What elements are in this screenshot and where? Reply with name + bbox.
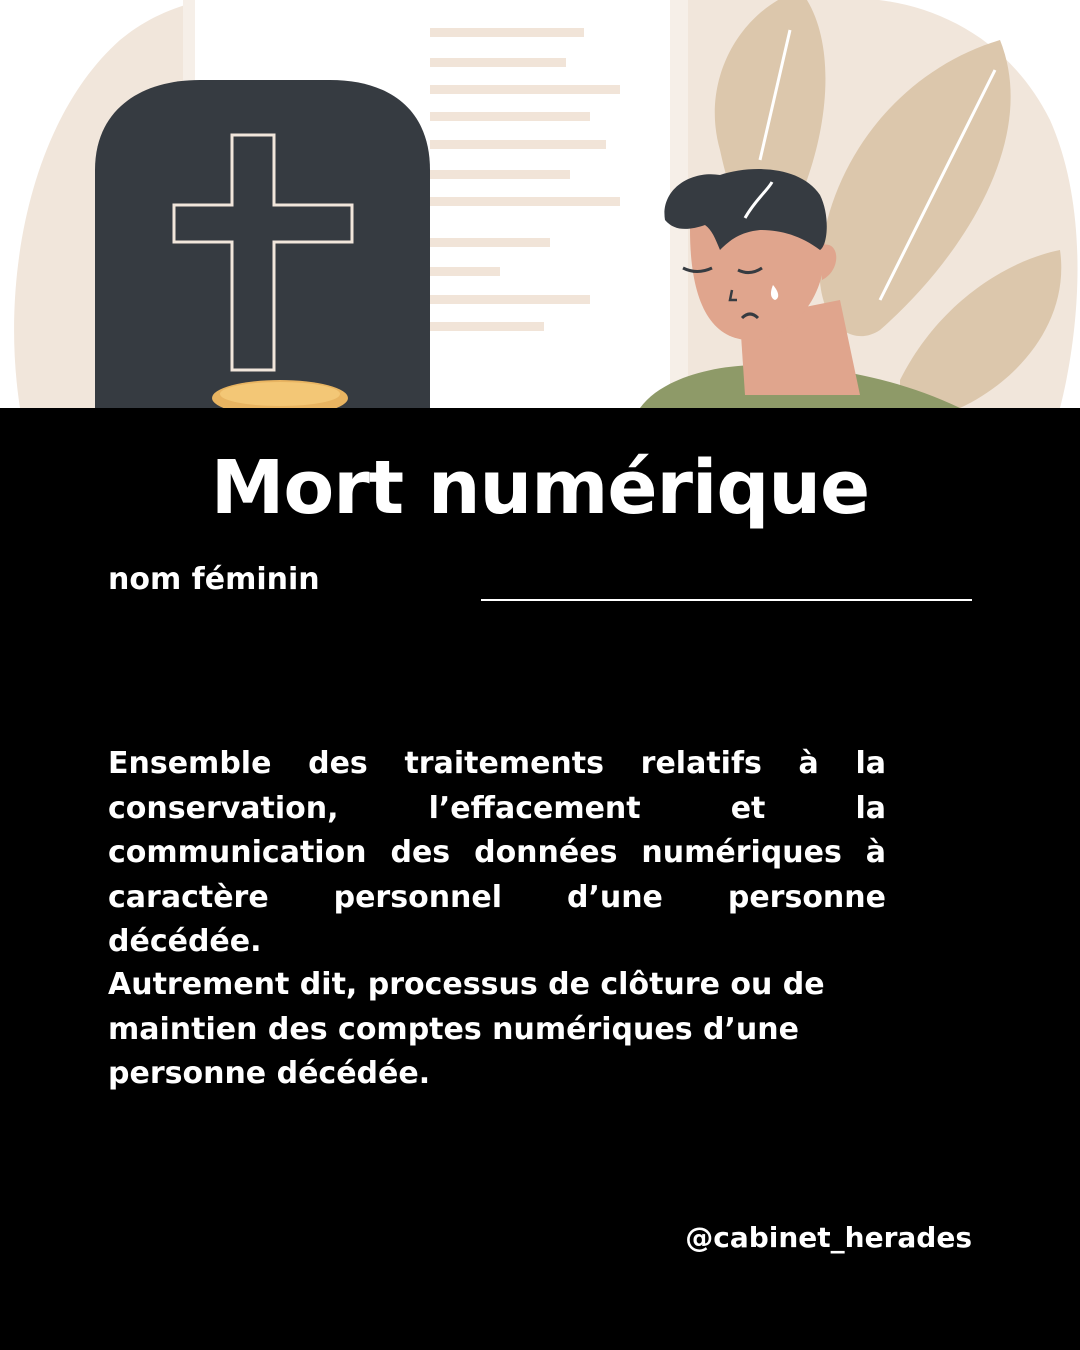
grammatical-category: nom féminin [108,562,320,597]
mourning-scene-illustration [0,0,1080,408]
illustration-banner [0,0,1080,408]
explanation-text: Autrement dit, processus de clôture ou de maintien des comptes numériques d’une personne décédée. [108,967,825,1091]
tombstone-icon [95,80,430,408]
definition-text: Ensemble des traitements relatifs à la conservation, l’effacement et la communication des données numériques à caractère personnel d’une personne décédée. [108,746,886,959]
divider [481,599,972,601]
social-handle: @cabinet_herades [685,1221,972,1254]
page-title: Mort numérique [210,445,870,531]
